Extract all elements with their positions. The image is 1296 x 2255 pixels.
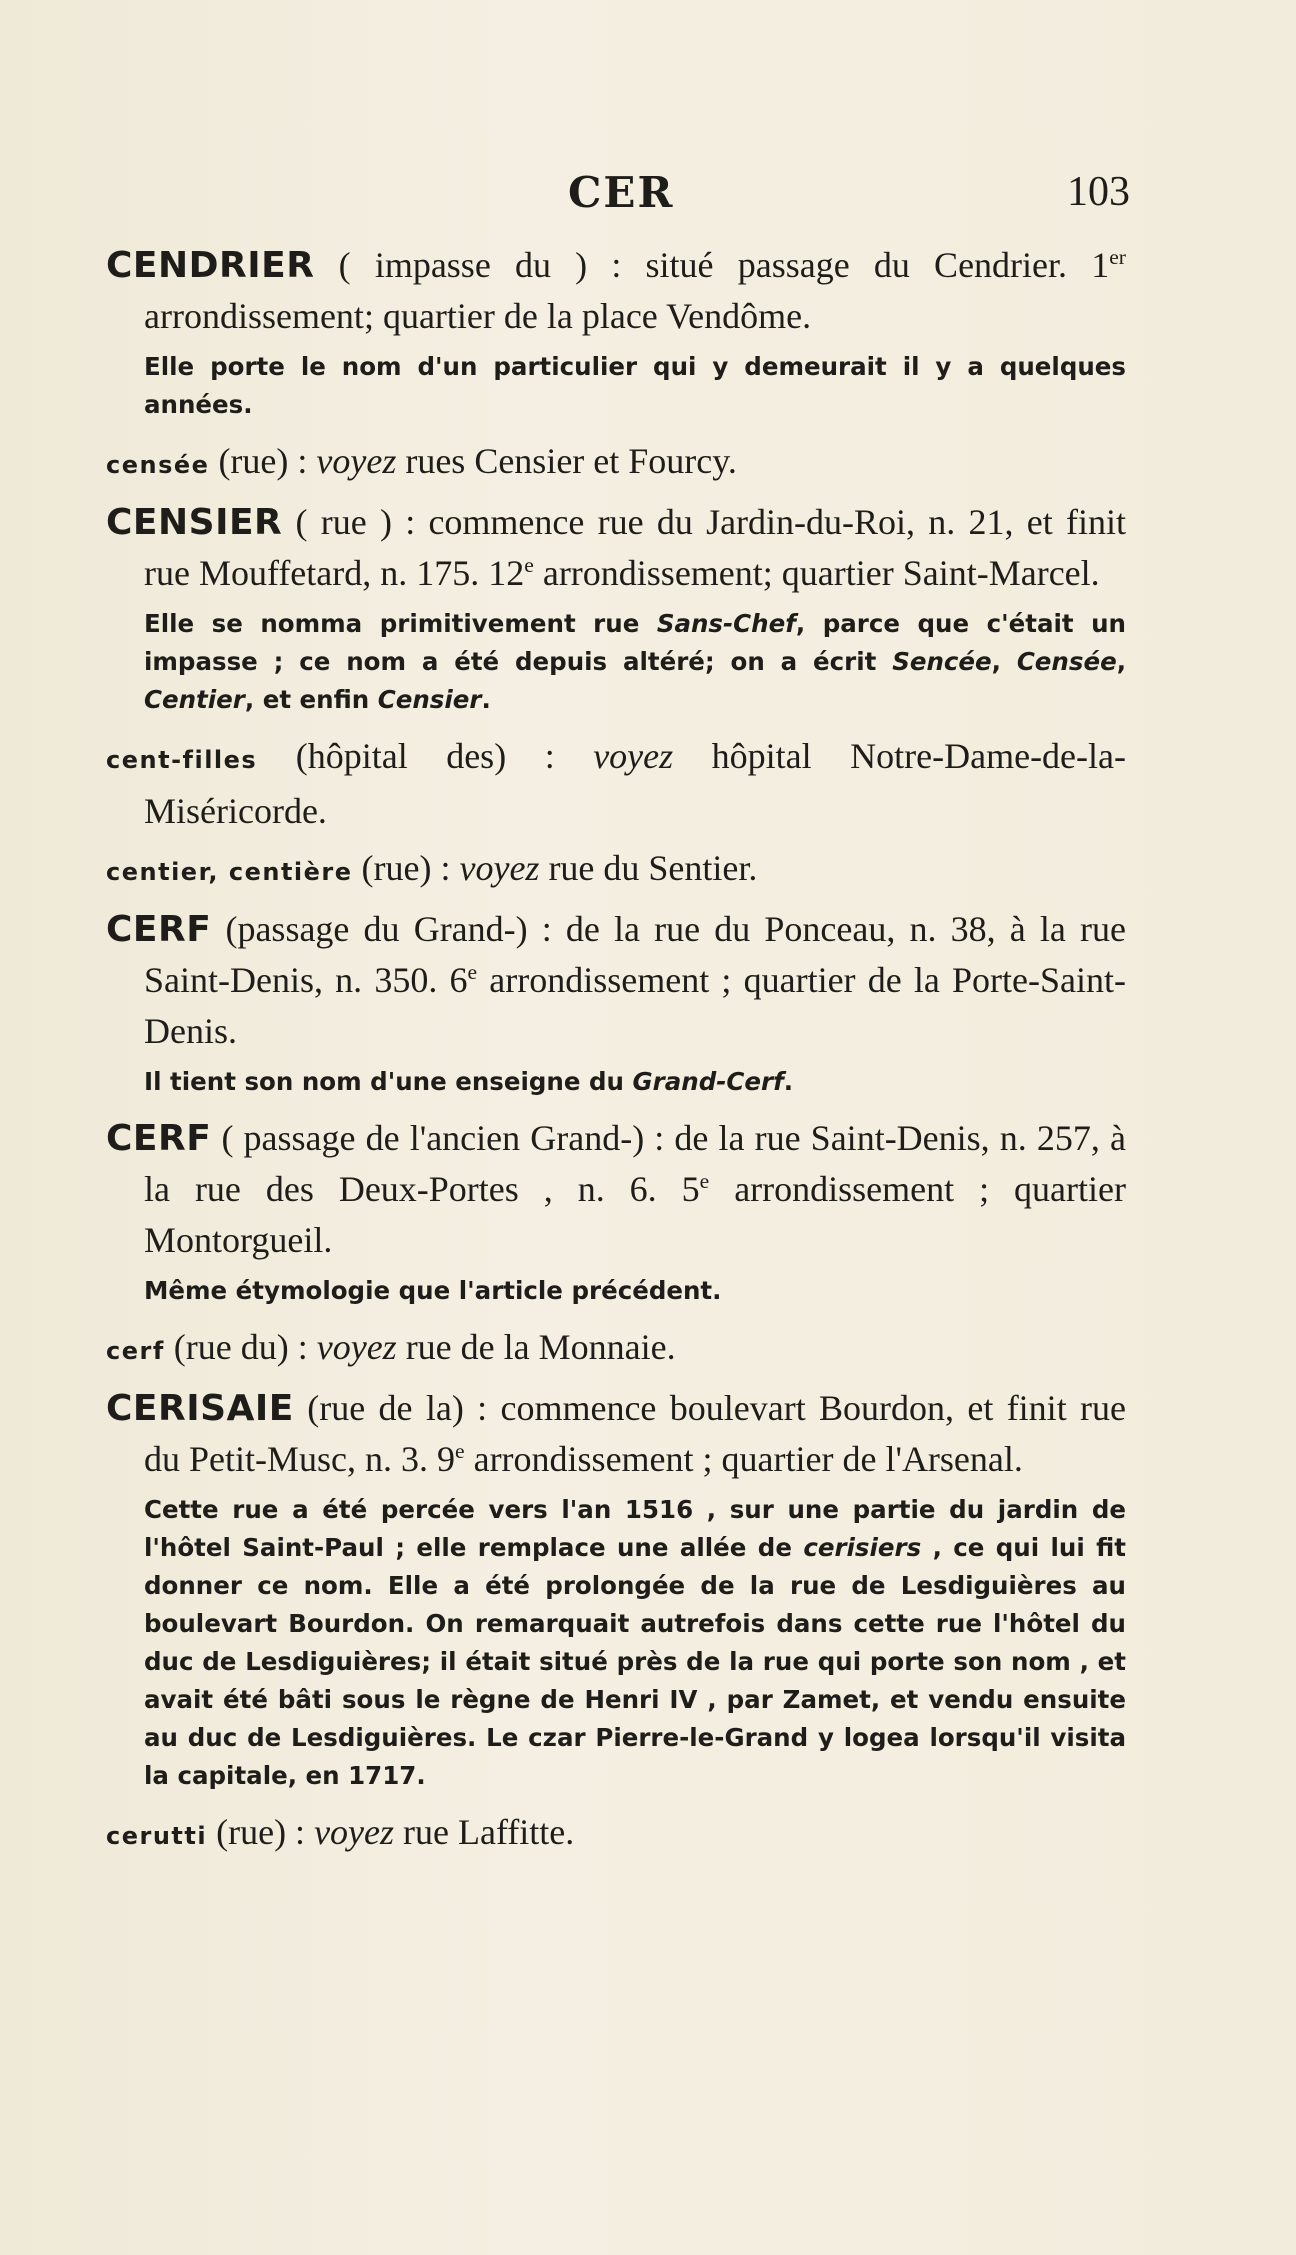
entry-body: (rue) : <box>352 848 460 888</box>
cross-reference-word: voyez <box>314 1812 395 1852</box>
entry-text <box>106 1322 1126 1377</box>
entry-body-cont: rue Laffitte. <box>394 1812 575 1852</box>
entry-body: (passage du Grand-) : de la rue du Ponceau, n. 38, à la rue Saint-Denis, n. 350. 6 <box>144 909 1126 1000</box>
ordinal-suffix: er <box>1109 245 1126 269</box>
note-text: Elle se nomma primitivement rue <box>144 609 657 638</box>
entry-text <box>106 1807 1126 1862</box>
entry-body: (rue de la) : commence boulevart Bourdon, et finit rue du Petit-Musc, n. 3. 9 <box>144 1388 1126 1479</box>
entry-note <box>144 1491 1126 1795</box>
note-italic: Sans-Chef <box>656 609 796 638</box>
dictionary-entries <box>106 240 1126 1862</box>
entry-cerf-grand <box>106 904 1126 1101</box>
note-italic: Centier <box>144 685 245 714</box>
headword: cerf <box>106 1337 165 1365</box>
headword: cent-filles <box>106 746 258 774</box>
entry-body-cont: arrondissement; quartier de la place Vendôme. <box>144 296 812 336</box>
entry-body: (hôpital des) : <box>257 736 594 776</box>
ordinal-suffix: e <box>524 553 534 577</box>
note-text: , parce que c'était un impasse ; ce nom a été depuis altéré; on a écrit <box>144 609 1126 676</box>
entry-cendrier <box>106 240 1126 424</box>
ordinal-suffix: e <box>699 1169 710 1193</box>
cross-reference-word: voyez <box>593 736 674 776</box>
entry-centier <box>106 843 1126 898</box>
note-italic: cerisiers <box>803 1533 922 1562</box>
headword: CENDRIER <box>106 245 315 286</box>
entry-cerf-rue <box>106 1322 1126 1377</box>
entry-note <box>144 605 1126 719</box>
entry-censee <box>106 436 1126 491</box>
entry-body: (rue) : <box>207 1812 315 1852</box>
entry-body-cont: hôpital Notre-Dame-de-la-Miséricorde. <box>144 736 1126 831</box>
entry-text <box>106 1113 1126 1266</box>
entry-text <box>106 240 1126 342</box>
headword: censée <box>106 451 210 479</box>
note-text: Il tient son nom d'une enseigne du <box>144 1067 633 1096</box>
entry-body-cont: arrondissement ; quartier de la Porte-Saint-Denis. <box>144 960 1127 1051</box>
entry-body-cont: rues Censier et Fourcy. <box>396 441 737 481</box>
entry-body: (rue du) : <box>164 1327 317 1367</box>
note-italic: Censée <box>1016 647 1117 676</box>
entry-body-cont: rue du Sentier. <box>539 848 758 888</box>
entry-text <box>106 843 1126 898</box>
page-number: 103 <box>1067 169 1130 215</box>
note-italic: Sencée <box>892 647 992 676</box>
note-italic: Censier <box>377 685 482 714</box>
headword: CENSIER <box>106 502 283 543</box>
note-text: , <box>991 647 1017 676</box>
note-text: , <box>1116 647 1126 676</box>
entry-note: Même étymologie que l'article précédent. <box>144 1276 722 1305</box>
headword: CERISAIE <box>106 1388 294 1429</box>
entry-cerisaie <box>106 1383 1126 1795</box>
headword: centier, centière <box>106 858 353 886</box>
cross-reference-word: voyez <box>316 441 397 481</box>
ordinal-suffix: e <box>467 960 478 984</box>
cross-reference-word: voyez <box>316 1327 397 1367</box>
note-text: . <box>481 685 491 714</box>
entry-censier <box>106 497 1126 719</box>
note-italic: Grand-Cerf <box>632 1067 784 1096</box>
running-head: CER <box>568 168 675 217</box>
ordinal: 1 <box>1091 245 1110 285</box>
headword: cerutti <box>106 1822 208 1850</box>
entry-text <box>106 1383 1126 1485</box>
entry-body-cont: arrondissement ; quartier de l'Arsenal. <box>464 1439 1023 1479</box>
entry-body: ( passage de l'ancien Grand-) : de la rue Saint-Denis, n. 257, à la rue des Deux-Portes , n. 6. 5 <box>144 1118 1126 1209</box>
entry-body: ( rue ) : commence rue du Jardin-du-Roi, n. 21, et finit rue Mouffetard, n. 175. 12 <box>144 502 1126 593</box>
ordinal-suffix: e <box>455 1439 465 1463</box>
entry-cerf-ancien <box>106 1113 1126 1310</box>
entry-note: Elle porte le nom d'un particulier qui y demeurait il y a quelques années. <box>144 352 1126 419</box>
page-header <box>100 168 1130 228</box>
entry-text <box>106 497 1126 599</box>
entry-cerutti <box>106 1807 1126 1862</box>
entry-text <box>106 436 1126 491</box>
entry-body-cont: arrondissement; quartier Saint-Marcel. <box>533 553 1100 593</box>
note-text: Cette rue a été percée vers l'an 1516 , sur une partie du jardin de l'hôtel Saint-Paul ; elle remplace une allée de <box>144 1495 1126 1562</box>
entry-cent-filles <box>106 731 1126 837</box>
note-text: . <box>783 1067 794 1096</box>
headword: CERF <box>106 1118 212 1159</box>
entry-text <box>106 731 1126 837</box>
cross-reference-word: voyez <box>459 848 540 888</box>
entry-body-cont: arrondissement ; quartier Montorgueil. <box>144 1169 1126 1260</box>
note-text: , ce qui lui fit donner ce nom. Elle a été prolongée de la rue de Lesdiguières au boulevart Bourdon. On remarquait autrefois dans cette rue l'hôtel du duc de Lesdiguières; il était situé près de la rue qui porte son nom , et avait été bâti sous le règne de Henri IV , par Zamet, et vendu ensuite au duc de Lesdiguières. Le czar Pierre-le-Grand y logea lorsqu'il visita la capitale, en 1717. <box>144 1533 1126 1790</box>
entry-text <box>106 904 1126 1057</box>
entry-note <box>144 1063 1126 1101</box>
entry-body: (rue) : <box>209 441 317 481</box>
entry-body-cont: rue de la Monnaie. <box>396 1327 676 1367</box>
note-text: , et enfin <box>244 685 378 714</box>
headword: CERF <box>106 909 212 950</box>
entry-body: ( impasse du ) : situé passage du Cendrier. <box>314 245 1092 285</box>
